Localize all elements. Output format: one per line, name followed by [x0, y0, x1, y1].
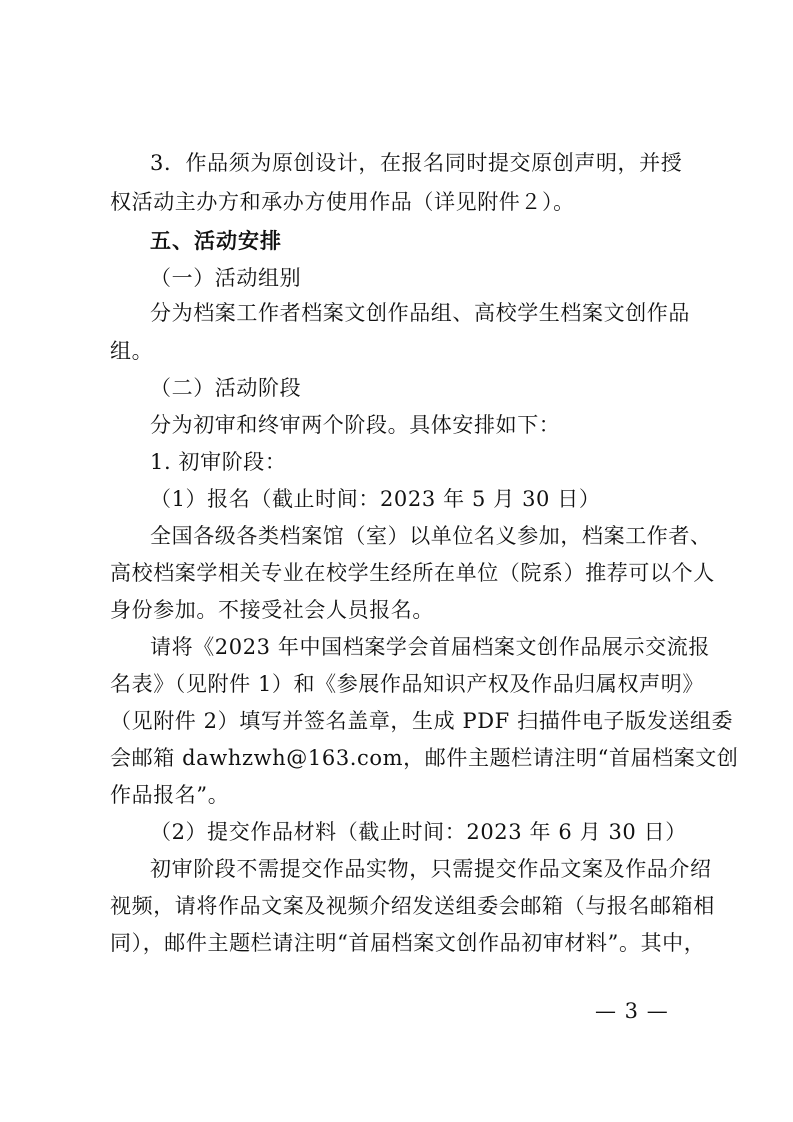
paragraph-line: 名表》（见附件 1）和《参展作品知识产权及作品归属权声明》	[110, 672, 704, 696]
item-heading: （1）报名（截止时间：2023 年 5 月 30 日）	[150, 487, 601, 511]
paragraph-line: 分为档案工作者档案文创作品组、高校学生档案文创作品	[150, 301, 690, 325]
paragraph-line: 全国各级各类档案馆（室）以单位名义参加，档案工作者、	[150, 524, 712, 548]
subsection-heading: （二）活动阶段	[150, 376, 302, 400]
paragraph-line: 组。	[110, 339, 154, 363]
paragraph-line: 视频，请将作品文案及视频介绍发送组委会邮箱（与报名邮箱相	[110, 894, 715, 918]
paragraph-line: 分为初审和终审两个阶段。具体安排如下：	[150, 413, 561, 437]
paragraph-line: 请将《2023 年中国档案学会首届档案文创作品展示交流报	[150, 635, 710, 659]
paragraph-line: 初审阶段不需提交作品实物，只需提交作品文案及作品介绍	[150, 857, 712, 881]
section-heading: 五、活动安排	[150, 229, 282, 253]
stage-heading: 1. 初审阶段：	[150, 450, 287, 474]
paragraph-line: 高校档案学相关专业在校学生经所在单位（院系）推荐可以个人	[110, 561, 715, 585]
paragraph-line: 作品报名”。	[110, 783, 230, 807]
paragraph-line: 同），邮件主题栏请注明“首届档案文创作品初审材料”。其中，	[110, 931, 706, 955]
paragraph-line: （见附件 2）填写并签名盖章，生成 PDF 扫描件电子版发送组委	[110, 709, 734, 733]
item-heading: （2）提交作品材料（截止时间：2023 年 6 月 30 日）	[150, 820, 687, 844]
paragraph-line: 权活动主办方和承办方使用作品（详见附件２）。	[110, 190, 575, 214]
paragraph-line: 3．作品须为原创设计，在报名同时提交原创声明，并授	[150, 151, 683, 175]
subsection-heading: （一）活动组别	[150, 266, 302, 290]
paragraph-line: 会邮箱 dawhzwh@163.com，邮件主题栏请注明“首届档案文创	[110, 746, 739, 770]
paragraph-line: 身份参加。不接受社会人员报名。	[110, 598, 434, 622]
page-number: — 3 —	[595, 999, 669, 1023]
